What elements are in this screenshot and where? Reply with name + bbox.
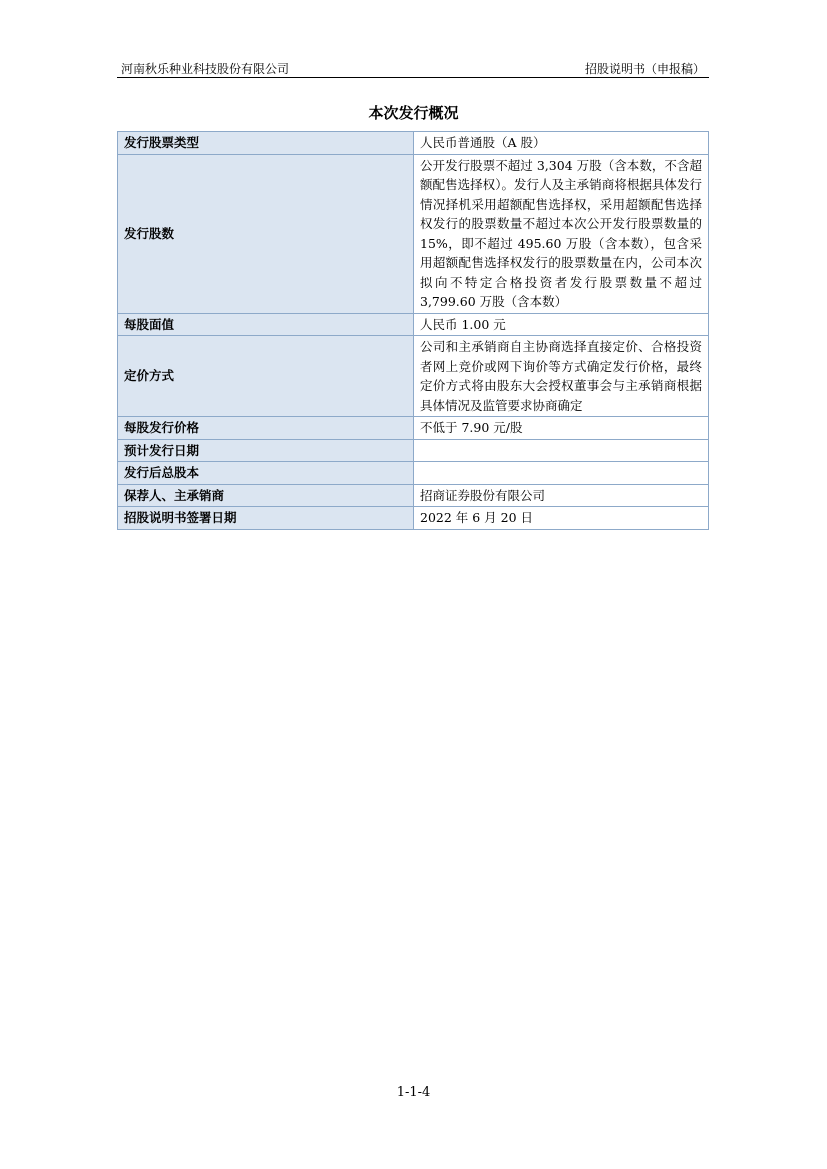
page-header [117, 57, 709, 78]
row-label: 保荐人、主承销商 [118, 484, 414, 507]
section-title: 本次发行概况 [368, 104, 459, 122]
row-label: 招股说明书签署日期 [118, 507, 414, 530]
table-row [118, 154, 709, 313]
row-label: 发行股票类型 [118, 132, 414, 155]
header-company-name: 河南秋乐种业科技股份有限公司 [121, 62, 290, 76]
table-row [118, 336, 709, 417]
row-value: 人民币普通股（A 股） [414, 132, 709, 155]
row-value [414, 462, 709, 485]
row-label: 预计发行日期 [118, 439, 414, 462]
row-value: 2022 年 6 月 20 日 [414, 507, 709, 530]
row-value: 不低于 7.90 元/股 [414, 417, 709, 440]
row-label: 每股发行价格 [118, 417, 414, 440]
row-value: 人民币 1.00 元 [414, 313, 709, 336]
table-row [118, 417, 709, 440]
row-value [414, 439, 709, 462]
row-label: 发行股数 [118, 154, 414, 313]
table-row [118, 313, 709, 336]
header-document-type: 招股说明书（申报稿） [584, 62, 705, 76]
table-row [118, 439, 709, 462]
row-value: 公司和主承销商自主协商选择直接定价、合格投资者网上竞价或网下询价等方式确定发行价格，最终定价方式将由股东大会授权董事会与主承销商根据具体情况及监管要求协商确定 [414, 336, 709, 417]
table-row [118, 507, 709, 530]
row-label: 每股面值 [118, 313, 414, 336]
row-label: 发行后总股本 [118, 462, 414, 485]
table-row [118, 132, 709, 155]
table-row [118, 462, 709, 485]
row-label: 定价方式 [118, 336, 414, 417]
row-value: 招商证券股份有限公司 [414, 484, 709, 507]
page-number: 1-1-4 [396, 1085, 431, 1100]
table-row [118, 484, 709, 507]
row-value: 公开发行股票不超过 3,304 万股（含本数，不含超额配售选择权）。发行人及主承销商将根据具体发行情况择机采用超额配售选择权，采用超额配售选择权发行的股票数量不超过本次公开发行股票数量的 15%，即不超过 495.60 万股（含本数），包含采用超额配售选择权发行的股票数量在内，公司本次拟向不特定合格投资者发行股票数量不超过 3,799.60 万股（含本数） [414, 154, 709, 313]
offering-overview-table [117, 131, 709, 530]
